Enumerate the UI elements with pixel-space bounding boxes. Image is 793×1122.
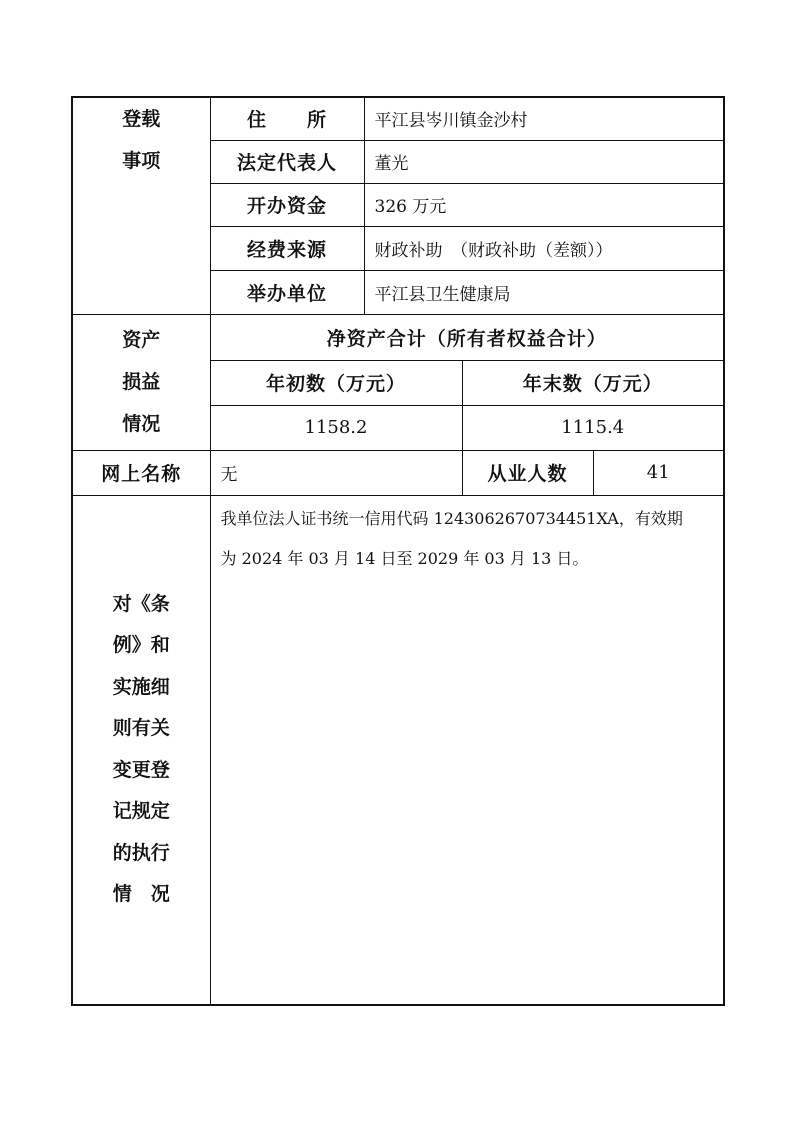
compliance-label-line: 的执行 (112, 841, 170, 864)
staff-count-value: 41 (593, 450, 724, 495)
legal-representative-value: 董光 (364, 140, 724, 183)
compliance-text-line1: 我单位法人证书统一信用代码 1243062670734451XA，有效期 (220, 508, 683, 528)
compliance-label-line: 例》和 (112, 634, 170, 656)
sponsor-unit-value: 平江县卫生健康局 (364, 270, 724, 314)
address-value: 平江县岑川镇金沙村 (364, 97, 724, 140)
compliance-label-line: 则有关 (112, 717, 170, 739)
compliance-label-line: 实施细 (112, 675, 170, 698)
address-label: 住 所 (210, 97, 364, 140)
registration-section-label-line2: 事项 (122, 150, 161, 172)
compliance-label-line: 情 况 (112, 883, 170, 905)
registration-section-label-line1: 登载 (122, 108, 161, 130)
end-of-year-value: 1115.4 (462, 405, 724, 450)
funding-source-label: 经费来源 (210, 226, 364, 270)
funding-source-value: 财政补助 （财政补助（差额）） (364, 226, 724, 270)
sponsor-unit-label: 举办单位 (210, 270, 364, 314)
compliance-section-label (72, 495, 210, 1005)
staff-count-label: 从业人数 (462, 450, 593, 495)
capital-value: 326 万元 (364, 183, 724, 226)
legal-representative-label: 法定代表人 (210, 140, 364, 183)
compliance-text-line2: 为 2024 年 03 月 14 日至 2029 年 03 月 13 日。 (220, 548, 589, 568)
beginning-of-year-value: 1158.2 (210, 405, 462, 450)
compliance-label-line: 对《条 (112, 592, 170, 615)
assets-section-label (72, 314, 210, 450)
online-name-label: 网上名称 (72, 450, 210, 495)
compliance-text (210, 495, 724, 1005)
compliance-label-line: 变更登 (112, 758, 170, 781)
registration-section-label (72, 97, 210, 314)
compliance-label-line: 记规定 (112, 800, 170, 822)
assets-section-label-line1: 资产 (122, 328, 161, 351)
net-assets-header: 净资产合计（所有者权益合计） (210, 314, 724, 360)
assets-section-label-line2: 损益 (122, 370, 161, 393)
online-name-value: 无 (210, 450, 462, 495)
annual-report-form (71, 96, 725, 1006)
assets-section-label-line3: 情况 (122, 412, 161, 435)
beginning-of-year-label: 年初数（万元） (210, 360, 462, 405)
end-of-year-label: 年末数（万元） (462, 360, 724, 405)
capital-label: 开办资金 (210, 183, 364, 226)
